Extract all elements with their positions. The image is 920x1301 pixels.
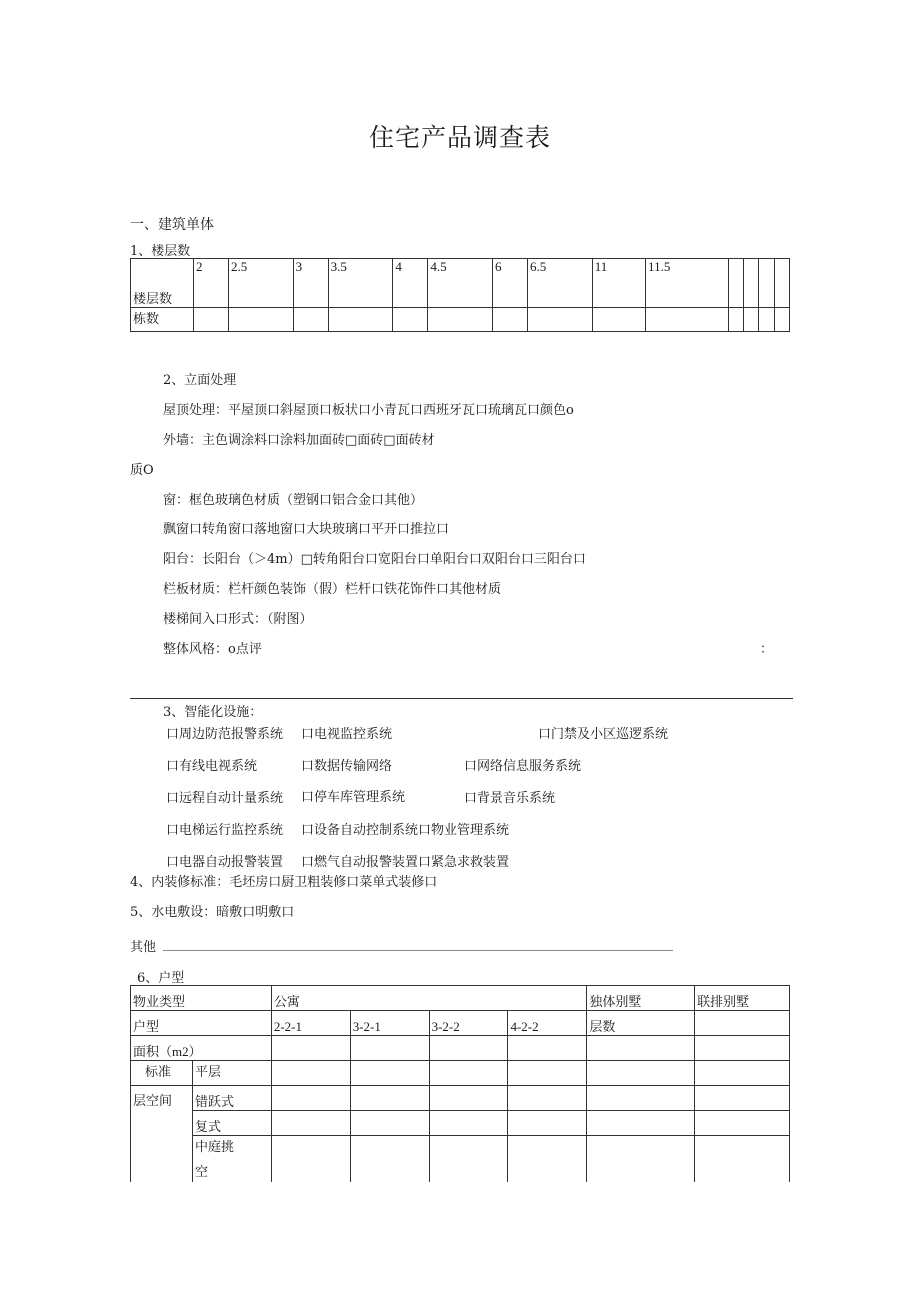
duplex-label: 复式 [192,1111,271,1136]
smart-item[interactable]: 口周边防范报警系统 [166,727,284,742]
cell[interactable] [508,1136,587,1183]
buildings-cell[interactable] [293,308,328,332]
floor-col: 6 [493,259,528,308]
floor-col [759,259,774,308]
buildings-cell[interactable] [428,308,493,332]
overall-style: 整体风格：o点评 [163,642,262,657]
floor-col: 4.5 [428,259,493,308]
smart-item[interactable]: 口电梯运行监控系统 [166,823,284,838]
space-label: 层空间 [131,1086,193,1183]
wall-options: 外墙：主色调涂料口涂料加面砖□面砖□面砖材 [163,433,435,448]
cell[interactable] [695,1111,790,1136]
floor-col: 4 [393,259,428,308]
cell[interactable] [695,1136,790,1183]
split-level-label: 错跃式 [192,1086,271,1111]
cell[interactable] [508,1086,587,1111]
buildings-cell[interactable] [194,308,229,332]
cell[interactable] [508,1061,587,1086]
cell[interactable] [350,1061,429,1086]
cell[interactable] [429,1136,508,1183]
buildings-cell[interactable] [592,308,645,332]
floors-heading: 1、楼层数 [130,244,191,259]
cell[interactable] [350,1086,429,1111]
smart-item[interactable]: 口有线电视系统 [166,759,258,774]
other-input-line[interactable] [163,950,673,951]
smart-item[interactable]: 口远程自动计量系统 [166,791,284,806]
facade-heading: 2、立面处理 [163,373,237,388]
style-colon: ： [760,642,774,657]
cell[interactable] [695,1011,790,1036]
smart-item[interactable]: 口电视监控系统 [301,727,393,742]
cell[interactable] [429,1111,508,1136]
utility-installation: 5、水电敷设：暗敷口明敷口 [130,905,295,920]
atrium-label-line2: 空 [194,1164,208,1179]
cell[interactable] [271,1136,350,1183]
cell[interactable] [587,1086,695,1111]
cell[interactable] [429,1086,508,1111]
cell[interactable] [695,1086,790,1111]
interior-standard: 4、内装修标准：毛坯房口厨卫粗装修口菜单式装修口 [130,875,438,890]
floor-col [774,259,789,308]
cell[interactable] [429,1036,508,1061]
buildings-cell[interactable] [328,308,393,332]
buildings-cell[interactable] [393,308,428,332]
buildings-row-label: 栋数 [131,308,194,332]
smart-item[interactable]: 口燃气自动报警装置口紧急求救装置 [301,855,510,870]
floor-col: 11.5 [646,259,729,308]
floor-col [729,259,744,308]
buildings-cell[interactable] [759,308,774,332]
buildings-cell[interactable] [744,308,759,332]
cell[interactable] [508,1111,587,1136]
units-heading: 6、户型 [137,971,185,986]
roof-options: 屋顶处理：平屋顶口斜屋顶口板状口小青瓦口西班牙瓦口琉璃瓦口颜色o [163,403,574,418]
cell[interactable] [587,1111,695,1136]
floors-table [130,258,790,332]
window-material: 窗：框色玻璃色材质（塑钢口铝合金口其他） [163,493,424,508]
apartment-header: 公寓 [271,986,587,1011]
balcony-options: 阳台：长阳台（＞4m）□转角阳台口宽阳台口单阳台口双阳台口三阳台口 [163,552,586,567]
cell[interactable] [587,1136,695,1183]
other-label: 其他 [130,940,157,955]
floors-label: 层数 [587,1011,695,1036]
window-types: 飘窗口转角窗口落地窗口大块玻璃口平开口推拉口 [163,522,450,537]
buildings-cell[interactable] [493,308,528,332]
buildings-cell[interactable] [528,308,593,332]
stair-entry: 楼梯间入口形式：（附图） [163,612,313,627]
buildings-cell[interactable] [774,308,789,332]
smart-item[interactable]: 口停车库管理系统 [301,790,406,805]
floor-col: 2 [194,259,229,308]
smart-item[interactable]: 口设备自动控制系统口物业管理系统 [301,823,510,838]
cell[interactable] [695,1061,790,1086]
cell[interactable] [429,1061,508,1086]
floor-col: 2.5 [229,259,294,308]
smart-item[interactable]: 口电器自动报警装置 [166,855,284,870]
atrium-label [192,1136,271,1183]
smart-item[interactable]: 口数据传输网络 [301,759,393,774]
unit-type: 4-2-2 [508,1011,587,1036]
smart-item[interactable]: 口背景音乐系统 [464,791,556,806]
section-heading-building: 一、建筑单体 [130,217,214,233]
property-type-label: 物业类型 [131,986,272,1011]
floor-col: 6.5 [528,259,593,308]
cell[interactable] [350,1136,429,1183]
atrium-label-line1: 中庭挑 [194,1139,234,1154]
wall-options-cont: 质O [130,463,154,478]
cell[interactable] [271,1086,350,1111]
buildings-cell[interactable] [229,308,294,332]
flat-label: 平层 [192,1061,271,1086]
smart-heading: 3、智能化设施： [163,705,263,720]
unit-type: 3-2-1 [350,1011,429,1036]
floor-col: 11 [592,259,645,308]
cell[interactable] [350,1036,429,1061]
area-label: 面积（m2） [131,1036,272,1061]
page-title: 住宅产品调查表 [368,123,551,152]
floor-col: 3.5 [328,259,393,308]
cell[interactable] [271,1061,350,1086]
villa-single-header: 独体别墅 [587,986,695,1011]
cell[interactable] [587,1061,695,1086]
unit-type: 2-2-1 [271,1011,350,1036]
floors-row-label: 楼层数 [131,259,194,308]
unit-type: 3-2-2 [429,1011,508,1036]
divider [130,698,793,699]
buildings-cell[interactable] [646,308,729,332]
unit-types-table [130,985,790,1182]
cell[interactable] [587,1036,695,1061]
railing-options: 栏板材质：栏杆颜色装饰（假）栏杆口铁花饰件口其他材质 [163,582,502,597]
standard-label: 标准 [131,1061,193,1086]
floor-col [744,259,759,308]
smart-item[interactable]: 口门禁及小区巡逻系统 [538,727,669,742]
cell[interactable] [350,1111,429,1136]
cell[interactable] [508,1036,587,1061]
cell[interactable] [695,1036,790,1061]
floor-col: 3 [293,259,328,308]
villa-row-header: 联排别墅 [695,986,790,1011]
smart-item[interactable]: 口网络信息服务系统 [464,759,582,774]
cell[interactable] [271,1036,350,1061]
buildings-cell[interactable] [729,308,744,332]
cell[interactable] [271,1111,350,1136]
unit-type-label: 户型 [131,1011,272,1036]
